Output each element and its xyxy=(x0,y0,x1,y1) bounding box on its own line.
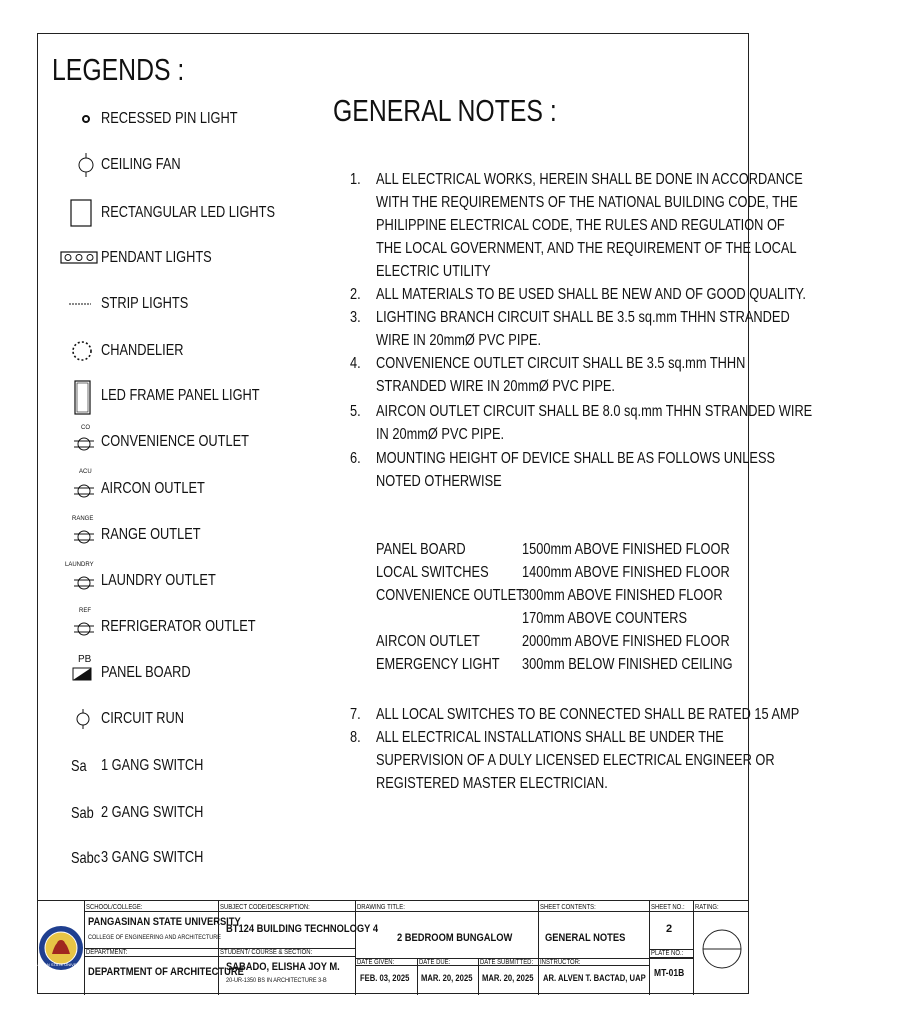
outlet-tag: REF xyxy=(79,608,91,614)
switch-icon xyxy=(55,798,105,828)
note-line: MOUNTING HEIGHT OF DEVICE SHALL BE AS FOLLOWS UNLESS xyxy=(376,450,776,467)
plate-no: MT-01B xyxy=(654,968,685,979)
legend-label: 2 GANG SWITCH xyxy=(101,804,204,821)
student-id-course: 20-UR-1350 BS IN ARCHITECTURE 3-B xyxy=(226,977,327,984)
date-submitted-label: DATE SUBMITTED: xyxy=(480,959,534,966)
note-line: IN 20mmØ PVC PIPE. xyxy=(376,426,505,443)
note-number: 3. xyxy=(350,309,361,326)
mounting-height: 2000mm ABOVE FINISHED FLOOR xyxy=(522,633,730,650)
circuit-run-icon xyxy=(55,704,105,734)
subject-description: BT124 BUILDING TECHNOLOGY 4 xyxy=(226,923,379,935)
mounting-height: 1400mm ABOVE FINISHED FLOOR xyxy=(522,564,730,581)
outlet-tag: ACU xyxy=(79,469,92,475)
outlet-tag: LAUNDRY xyxy=(65,562,94,568)
legend-item xyxy=(55,562,315,596)
sheet-contents: GENERAL NOTES xyxy=(545,932,626,944)
date-given-label: DATE GIVEN: xyxy=(357,959,395,966)
date-given: FEB. 03, 2025 xyxy=(360,973,410,983)
switch-tag: Sa xyxy=(71,758,87,775)
legend-label: LED FRAME PANEL LIGHT xyxy=(101,387,260,404)
student-name: SABADO, ELISHA JOY M. xyxy=(226,961,340,973)
note-line: WIRE IN 20mmØ PVC PIPE. xyxy=(376,332,542,349)
legend-item xyxy=(55,843,315,873)
date-submitted: MAR. 20, 2025 xyxy=(482,973,534,983)
mounting-height: 300mm ABOVE FINISHED FLOOR xyxy=(522,587,723,604)
note-line: CONVENIENCE OUTLET CIRCUIT SHALL BE 3.5 sq.mm THHN xyxy=(376,355,746,372)
legend-label: PANEL BOARD xyxy=(101,664,191,681)
led-frame-panel-light-icon xyxy=(55,381,105,411)
note-line: AIRCON OUTLET CIRCUIT SHALL BE 8.0 sq.mm THHN STRANDED WIRE xyxy=(376,403,813,420)
mounting-device: CONVENIENCE OUTLET xyxy=(376,587,524,604)
ceiling-fan-icon xyxy=(55,150,105,180)
range-outlet-icon xyxy=(55,516,105,550)
note-number: 4. xyxy=(350,355,361,372)
drawing-title-label: DRAWING TITLE: xyxy=(357,904,405,911)
laundry-outlet-icon xyxy=(55,562,105,596)
legend-label: RECTANGULAR LED LIGHTS xyxy=(101,204,276,221)
date-due: MAR. 20, 2025 xyxy=(421,973,473,983)
legend-label: RANGE OUTLET xyxy=(101,526,201,543)
mounting-device: AIRCON OUTLET xyxy=(376,633,480,650)
sheet-no: 2 xyxy=(666,923,673,935)
note-line: LIGHTING BRANCH CIRCUIT SHALL BE 3.5 sq.mm THHN STRANDED xyxy=(376,309,790,326)
legend-item xyxy=(55,751,315,781)
instructor-name: AR. ALVEN T. BACTAD, UAP xyxy=(543,973,646,983)
sheet-contents-label: SHEET CONTENTS: xyxy=(540,904,596,911)
date-due-label: DATE DUE: xyxy=(419,959,451,966)
rating-circle xyxy=(702,916,746,991)
plate-no-label: PLATE NO.: xyxy=(651,950,684,957)
legend-item xyxy=(55,289,315,319)
subject-label: SUBJECT CODE/DESCRIPTION: xyxy=(220,904,310,911)
department-label: DEPARTMENT: xyxy=(86,949,128,956)
legend-label: REFRIGERATOR OUTLET xyxy=(101,618,256,635)
mounting-height: 300mm BELOW FINISHED CEILING xyxy=(522,656,733,673)
legend-label: PENDANT LIGHTS xyxy=(101,249,212,266)
legend-item xyxy=(55,427,315,457)
switch-tag: Sabc xyxy=(71,850,101,867)
panel-board-tag: PB xyxy=(78,654,92,665)
rectangular-led-light-icon xyxy=(55,198,105,228)
legend-label: CIRCUIT RUN xyxy=(101,710,184,727)
switch-icon xyxy=(55,751,105,781)
note-line: SUPERVISION OF A DULY LICENSED ELECTRICAL ENGINEER OR xyxy=(376,752,775,769)
instructor-label: INSTRUCTOR: xyxy=(540,959,581,966)
chandelier-icon xyxy=(55,336,105,366)
note-number: 8. xyxy=(350,729,361,746)
note-line: WITH THE REQUIREMENTS OF THE NATIONAL BUILDING CODE, THE xyxy=(376,194,798,211)
legend-item xyxy=(55,336,315,366)
note-number: 6. xyxy=(350,450,361,467)
note-line: ALL MATERIALS TO BE USED SHALL BE NEW AND OF GOOD QUALITY. xyxy=(376,286,806,303)
panel-board-icon xyxy=(55,654,105,688)
note-line: REGISTERED MASTER ELECTRICIAN. xyxy=(376,775,608,792)
switch-tag: Sab xyxy=(71,805,94,822)
college-name: COLLEGE OF ENGINEERING AND ARCHITECTURE xyxy=(88,934,221,941)
department-name: DEPARTMENT OF ARCHITECTURE xyxy=(88,966,244,978)
note-number: 5. xyxy=(350,403,361,420)
legend-label: AIRCON OUTLET xyxy=(101,480,205,497)
note-line: PHILIPPINE ELECTRICAL CODE, THE RULES AND REGULATION OF xyxy=(376,217,785,234)
note-line: ALL LOCAL SWITCHES TO BE CONNECTED SHALL BE RATED 15 AMP xyxy=(376,706,800,723)
legend-label: STRIP LIGHTS xyxy=(101,295,189,312)
drawing-title: 2 BEDROOM BUNGALOW xyxy=(397,932,513,944)
legend-label: RECESSED PIN LIGHT xyxy=(101,110,238,127)
refrigerator-outlet-icon xyxy=(55,608,105,642)
mounting-height: 1500mm ABOVE FINISHED FLOOR xyxy=(522,541,730,558)
legend-item xyxy=(55,104,315,134)
note-line: ALL ELECTRICAL INSTALLATIONS SHALL BE UNDER THE xyxy=(376,729,724,746)
school-label: SCHOOL/COLLEGE: xyxy=(86,904,143,911)
pendant-lights-icon xyxy=(55,243,105,273)
mounting-height: 170mm ABOVE COUNTERS xyxy=(522,610,688,627)
legend-item xyxy=(55,198,315,228)
legend-label: CHANDELIER xyxy=(101,342,184,359)
seal-lettering: PANGASINAN STATE UNIVERSITY 1979 xyxy=(23,962,99,967)
legend-label: 1 GANG SWITCH xyxy=(101,757,204,774)
note-line: ALL ELECTRICAL WORKS, HEREIN SHALL BE DONE IN ACCORDANCE xyxy=(376,171,803,188)
legend-item xyxy=(55,798,315,828)
note-number: 7. xyxy=(350,706,361,723)
legend-item xyxy=(55,469,315,504)
school-name: PANGASINAN STATE UNIVERSITY xyxy=(88,916,241,928)
note-line: NOTED OTHERWISE xyxy=(376,473,502,490)
convenience-outlet-icon xyxy=(55,427,105,457)
note-line: STRANDED WIRE IN 20mmØ PVC PIPE. xyxy=(376,378,615,395)
legend-label: LAUNDRY OUTLET xyxy=(101,572,216,589)
note-number: 1. xyxy=(350,171,361,188)
student-label: STUDENT/ COURSE & SECTION: xyxy=(220,949,313,956)
rating-label: RATING: xyxy=(695,904,719,911)
legend-item xyxy=(55,381,315,411)
legend-item xyxy=(55,150,315,180)
general-notes-title: GENERAL NOTES : xyxy=(333,93,557,128)
legend-item xyxy=(55,243,315,273)
legends-title: LEGENDS : xyxy=(52,52,185,87)
legend-item xyxy=(55,608,315,642)
strip-lights-icon xyxy=(55,289,105,319)
recessed-pin-light-icon xyxy=(55,104,105,134)
mounting-device: EMERGENCY LIGHT xyxy=(376,656,500,673)
note-line: THE LOCAL GOVERNMENT, AND THE REQUIREMENT OF THE LOCAL xyxy=(376,240,797,257)
legend-item xyxy=(55,654,315,688)
outlet-tag: RANGE xyxy=(72,516,94,522)
sheet-no-label: SHEET NO.: xyxy=(651,904,685,911)
legend-label: CONVENIENCE OUTLET xyxy=(101,433,249,450)
university-seal-logo xyxy=(23,904,99,992)
title-block xyxy=(23,900,749,995)
mounting-device: PANEL BOARD xyxy=(376,541,466,558)
legend-label: 3 GANG SWITCH xyxy=(101,849,204,866)
legend-item xyxy=(55,516,315,550)
legend-item xyxy=(55,704,315,734)
mounting-device: LOCAL SWITCHES xyxy=(376,564,489,581)
note-number: 2. xyxy=(350,286,361,303)
switch-icon xyxy=(55,843,105,873)
legend-label: CEILING FAN xyxy=(101,156,181,173)
aircon-outlet-icon xyxy=(55,469,105,504)
note-line: ELECTRIC UTILITY xyxy=(376,263,491,280)
outlet-tag: CO xyxy=(81,425,90,431)
